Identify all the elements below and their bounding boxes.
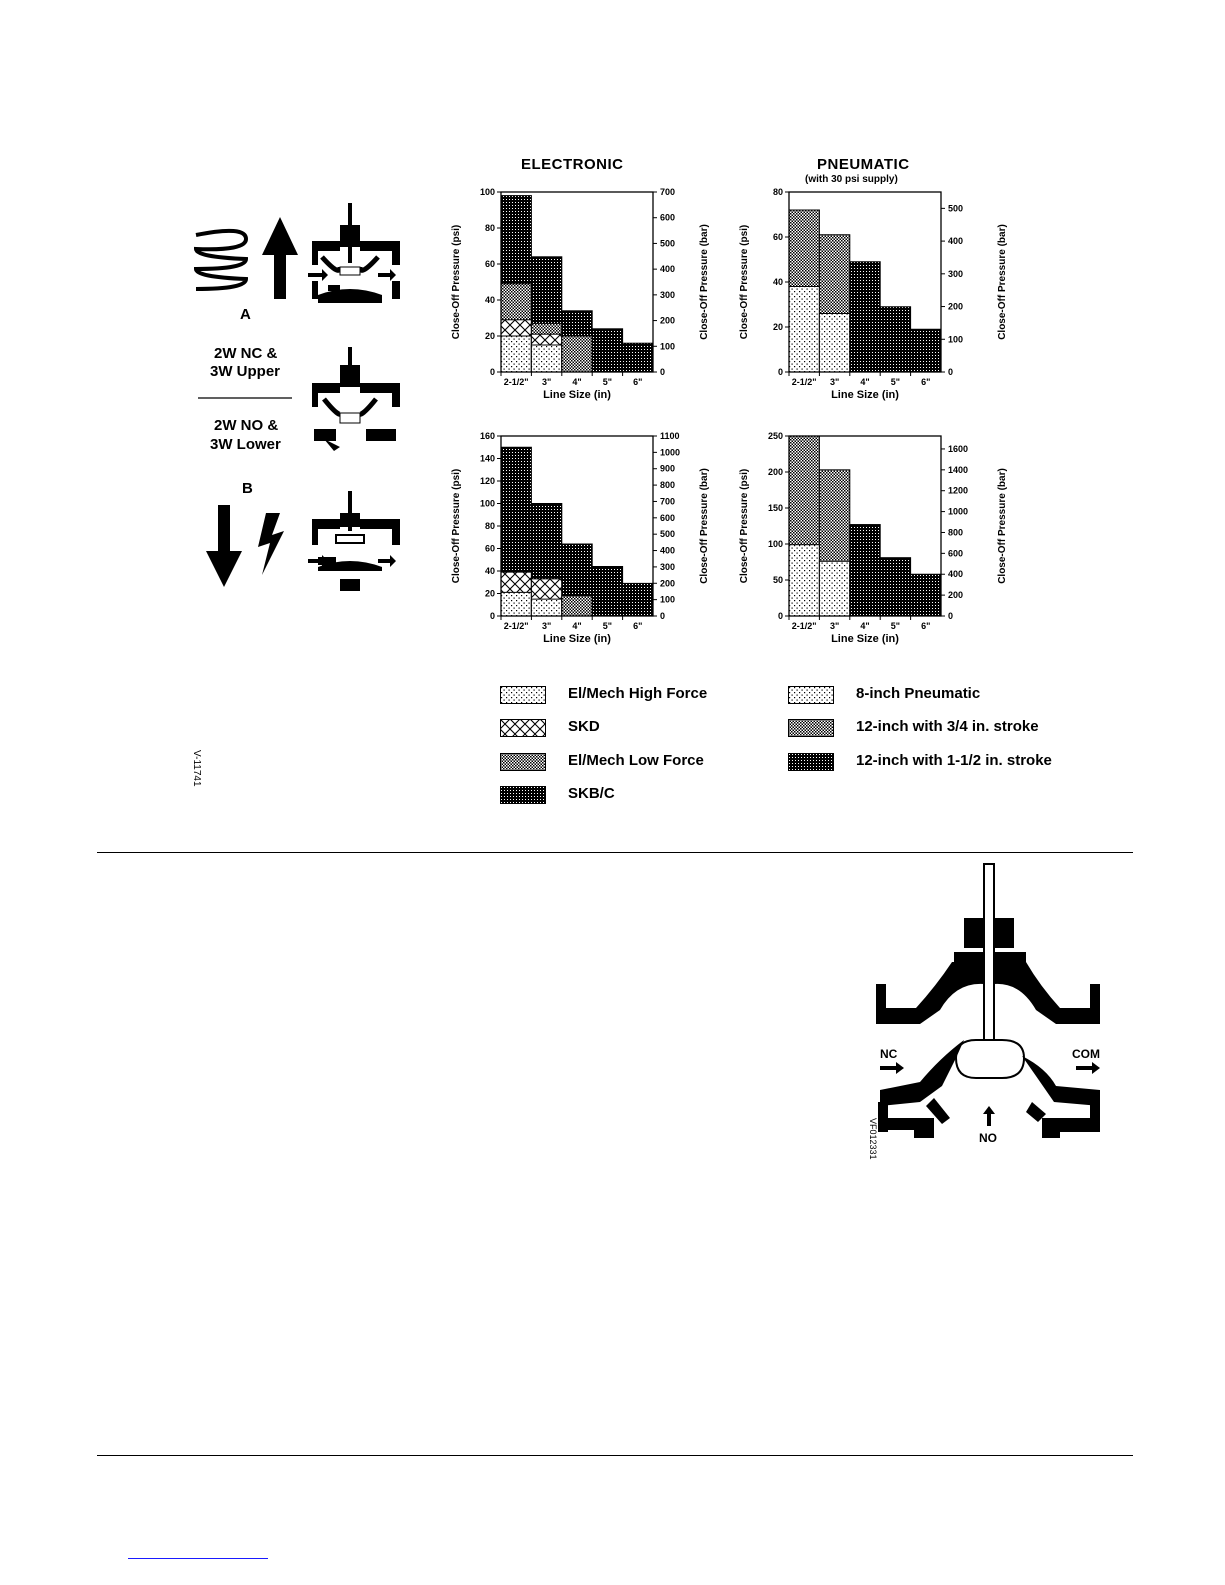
bar-p12l-3 — [880, 558, 910, 616]
legend-swatch-p8 — [788, 686, 834, 704]
y2-axis-label: Close-Off Pressure (bar) — [699, 468, 710, 584]
y2tick-label: 400 — [948, 569, 964, 580]
xtick-label: 3" — [829, 621, 840, 631]
chart-pneumatic-top — [733, 180, 1013, 410]
bar-p8-1 — [819, 314, 849, 373]
xtick-label: 4" — [572, 621, 582, 631]
actuator-diagram — [190, 195, 420, 615]
y2tick-label: 300 — [660, 561, 676, 572]
legend-swatch-elmech-high — [500, 686, 546, 704]
bar-p8-0 — [789, 545, 819, 616]
bar-p8-0 — [789, 287, 819, 373]
ytick-label: 100 — [767, 539, 783, 549]
y2tick-label: 500 — [660, 238, 676, 249]
bar-p12l-2 — [850, 525, 880, 616]
y2tick-label: 400 — [660, 545, 676, 556]
xtick-label: 6" — [921, 377, 931, 387]
ytick-label: 80 — [484, 521, 495, 531]
y2tick-label: 400 — [660, 264, 676, 275]
x-axis-label: Line Size (in) — [543, 389, 611, 401]
ytick-label: 0 — [777, 367, 783, 377]
ytick-label: 20 — [484, 331, 495, 341]
bar-p12l-4 — [911, 574, 941, 616]
y2tick-label: 500 — [660, 529, 676, 540]
bar-skbc-3 — [592, 329, 622, 372]
port-label-no: NO — [979, 1131, 997, 1145]
pneumatic-subheader: (with 30 psi supply) — [805, 174, 898, 185]
y2tick-label: 500 — [948, 203, 964, 214]
y2tick-label: 1400 — [948, 464, 969, 475]
xtick-label: 4" — [572, 377, 582, 387]
x-axis-label: Line Size (in) — [831, 633, 899, 645]
pneumatic-header: PNEUMATIC — [817, 156, 910, 173]
diagram-label-a: A — [240, 306, 251, 323]
y2tick-label: 300 — [660, 289, 676, 300]
chart-electronic-bottom — [445, 424, 715, 654]
diagram-no-line1: 2W NO & — [214, 417, 279, 434]
y2tick-label: 1600 — [948, 443, 969, 454]
ytick-label: 250 — [767, 431, 783, 441]
xtick-label: 2-1/2" — [503, 377, 529, 387]
xtick-label: 3" — [829, 377, 840, 387]
y-axis-label: Close-Off Pressure (psi) — [451, 224, 462, 340]
diagram-nc-line2: 3W Upper — [210, 363, 281, 380]
electronic-header: ELECTRONIC — [521, 156, 624, 173]
ytick-label: 0 — [489, 367, 495, 377]
bar-p8-1 — [819, 561, 849, 616]
section-divider-bottom — [97, 1455, 1133, 1456]
y2tick-label: 1000 — [660, 447, 681, 458]
com-arrow-icon — [1076, 1062, 1100, 1074]
diagram-label-b: B — [242, 480, 253, 497]
y2tick-label: 200 — [660, 315, 676, 326]
ytick-label: 100 — [479, 498, 495, 509]
y2tick-label: 0 — [660, 611, 666, 621]
y2tick-label: 1000 — [948, 506, 969, 517]
legend-label-elmech-high: El/Mech High Force — [568, 685, 708, 702]
diagram-nc-line1: 2W NC & — [214, 345, 278, 362]
y2tick-label: 300 — [948, 268, 964, 279]
valve-cross-section-icon — [860, 862, 1110, 1162]
xtick-label: 4" — [860, 621, 870, 631]
actuator-diagram-graphic — [190, 195, 420, 615]
footer-link-underline[interactable] — [128, 1558, 268, 1559]
y-axis-label: Close-Off Pressure (psi) — [739, 224, 750, 340]
x-axis-label: Line Size (in) — [831, 389, 899, 401]
ytick-label: 120 — [479, 476, 495, 486]
arrow-down-icon — [206, 505, 242, 587]
ytick-label: 60 — [772, 232, 783, 242]
xtick-label: 6" — [921, 621, 931, 631]
ytick-label: 20 — [772, 322, 783, 332]
chart-pneumatic-bottom — [733, 424, 1013, 654]
y2tick-label: 400 — [948, 236, 964, 247]
y2-axis-label: Close-Off Pressure (bar) — [997, 224, 1008, 340]
ytick-label: 0 — [777, 611, 783, 621]
bar-elmech_high-0 — [501, 592, 531, 616]
three-way-valve-figure — [860, 862, 1110, 1162]
bar-skbc-4 — [623, 343, 653, 372]
valve-closed-icon — [312, 347, 400, 451]
bar-elmech_low-2 — [562, 596, 592, 616]
valve-energized-icon — [308, 491, 400, 591]
chart-electronic-top — [445, 180, 715, 410]
legend-swatch-p12l — [788, 753, 834, 771]
xtick-label: 5" — [890, 377, 901, 387]
ytick-label: 40 — [484, 566, 495, 576]
ytick-label: 20 — [484, 588, 495, 599]
spring-icon — [196, 231, 246, 289]
no-arrow-icon — [983, 1106, 995, 1126]
bar-elmech_low-2 — [562, 336, 592, 372]
port-label-com: COM — [1072, 1047, 1100, 1061]
ytick-label: 160 — [479, 431, 495, 441]
y2tick-label: 600 — [948, 548, 964, 559]
bar-skbc-3 — [592, 567, 622, 617]
legend-label-p12s: 12-inch with 3/4 in. stroke — [856, 718, 1039, 735]
ytick-label: 60 — [484, 543, 495, 554]
y2tick-label: 100 — [660, 341, 676, 352]
xtick-label: 5" — [890, 621, 901, 631]
ytick-label: 0 — [489, 611, 495, 621]
xtick-label: 5" — [602, 377, 613, 387]
ytick-label: 40 — [772, 277, 783, 287]
ytick-label: 200 — [767, 467, 783, 477]
diagram-no-line2: 3W Lower — [210, 436, 281, 453]
legend-label-p12l: 12-inch with 1-1/2 in. stroke — [856, 752, 1052, 769]
valve-figure-code: VF012331 — [868, 1118, 878, 1160]
y-axis-label: Close-Off Pressure (psi) — [451, 468, 462, 584]
legend-label-skbc: SKB/C — [568, 785, 615, 802]
xtick-label: 3" — [541, 377, 552, 387]
ytick-label: 40 — [484, 295, 495, 305]
bar-elmech_high-0 — [501, 336, 531, 372]
legend-label-p8: 8-inch Pneumatic — [856, 685, 981, 702]
legend-swatch-skd — [500, 719, 546, 737]
y2tick-label: 200 — [660, 578, 676, 589]
y2tick-label: 600 — [660, 212, 676, 223]
y2tick-label: 600 — [660, 512, 676, 523]
ytick-label: 50 — [772, 575, 783, 585]
legend-label-elmech-low: El/Mech Low Force — [568, 752, 704, 769]
port-label-nc: NC — [880, 1047, 898, 1061]
section-divider-top — [97, 852, 1133, 853]
bar-skbc-4 — [623, 583, 653, 616]
valve-open-icon — [308, 203, 400, 303]
xtick-label: 4" — [860, 377, 870, 387]
y2tick-label: 200 — [948, 301, 964, 312]
xtick-label: 6" — [633, 377, 643, 387]
y2tick-label: 700 — [660, 187, 676, 197]
nc-arrow-icon — [880, 1062, 904, 1074]
y2-axis-label: Close-Off Pressure (bar) — [997, 468, 1008, 584]
xtick-label: 3" — [541, 621, 552, 631]
bar-p12l-3 — [880, 307, 910, 372]
bar-p12l-4 — [911, 329, 941, 372]
xtick-label: 6" — [633, 621, 643, 631]
xtick-label: 2-1/2" — [791, 621, 817, 631]
bar-p12l-2 — [850, 262, 880, 372]
legend-swatch-skbc — [500, 786, 546, 804]
diagram-code: V-11741 — [191, 750, 202, 787]
ytick-label: 60 — [484, 259, 495, 269]
y2tick-label: 1100 — [660, 431, 680, 441]
y2tick-label: 100 — [660, 594, 676, 605]
ytick-label: 100 — [479, 187, 495, 197]
y2tick-label: 700 — [660, 496, 676, 507]
legend-label-skd: SKD — [568, 718, 600, 735]
legend-swatch-p12s — [788, 719, 834, 737]
lightning-icon — [258, 513, 284, 575]
y2tick-label: 800 — [660, 480, 676, 491]
legend — [500, 686, 1100, 816]
ytick-label: 150 — [767, 503, 783, 513]
y2tick-label: 200 — [948, 590, 964, 601]
y2tick-label: 0 — [660, 367, 666, 377]
xtick-label: 2-1/2" — [503, 621, 529, 631]
y2-axis-label: Close-Off Pressure (bar) — [699, 224, 710, 340]
x-axis-label: Line Size (in) — [543, 633, 611, 645]
y2tick-label: 1200 — [948, 485, 969, 496]
arrow-up-icon — [262, 217, 298, 299]
y2tick-label: 100 — [948, 334, 964, 345]
legend-swatch-elmech-low — [500, 753, 546, 771]
y2tick-label: 0 — [948, 367, 954, 377]
y-axis-label: Close-Off Pressure (psi) — [739, 468, 750, 584]
bar-elmech_high-1 — [531, 599, 561, 616]
xtick-label: 2-1/2" — [791, 377, 817, 387]
xtick-label: 5" — [602, 621, 613, 631]
ytick-label: 140 — [479, 453, 495, 464]
ytick-label: 80 — [772, 187, 783, 197]
y2tick-label: 800 — [948, 527, 964, 538]
ytick-label: 80 — [484, 223, 495, 233]
y2tick-label: 0 — [948, 611, 954, 621]
bar-elmech_high-1 — [531, 345, 561, 372]
y2tick-label: 900 — [660, 463, 676, 474]
